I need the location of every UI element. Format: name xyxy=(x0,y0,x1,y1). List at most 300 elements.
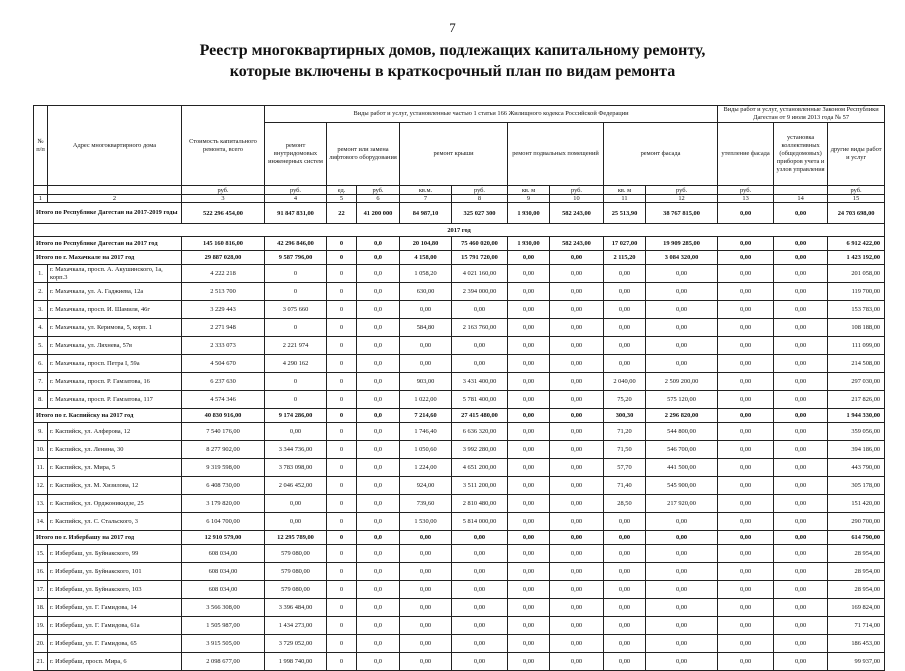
row-value-cell: 28 954,00 xyxy=(828,545,885,563)
row-value-cell: 2 509 200,00 xyxy=(646,373,718,391)
column-number-cell: 12 xyxy=(646,195,718,203)
row-value-cell: 0,00 xyxy=(774,599,828,617)
row-index: 15. xyxy=(34,545,48,563)
row-index: 6. xyxy=(34,355,48,373)
row-value-cell: 201 058,00 xyxy=(828,265,885,283)
row-value-cell: 903,00 xyxy=(400,373,452,391)
table-row xyxy=(34,653,885,671)
header-group-regional: Виды работ и услуг, установленные Законом Республики Дагестан от 9 июля 2013 года № 57 xyxy=(718,106,885,123)
row-value-cell: 0,00 xyxy=(718,337,774,355)
row-value-cell: 0,00 xyxy=(400,301,452,319)
row-index: 18. xyxy=(34,599,48,617)
row-value-cell: 0,00 xyxy=(508,545,550,563)
row-value-cell: 0,00 xyxy=(646,635,718,653)
row-value-cell: 0,00 xyxy=(774,513,828,531)
row-value-cell: 0,00 xyxy=(550,599,604,617)
column-number-cell: 7 xyxy=(400,195,452,203)
title-line-2: которые включены в краткосрочный план по видам ремонта xyxy=(229,63,676,80)
row-index: 9. xyxy=(34,423,48,441)
row-value-cell: 0,00 xyxy=(718,391,774,409)
row-value-cell: 0 xyxy=(327,237,357,251)
row-value-cell: 608 034,00 xyxy=(182,545,265,563)
row-value-cell: 0,00 xyxy=(604,599,646,617)
subtotal-row xyxy=(34,251,885,265)
row-value-cell: 119 700,00 xyxy=(828,283,885,301)
row-value-cell: 0,00 xyxy=(508,355,550,373)
row-value-cell: 0,0 xyxy=(357,459,400,477)
header-meters: установка коллективных (общедомовых) приборов учета и узлов управления xyxy=(774,123,828,186)
row-value-cell: 2 271 948 xyxy=(182,319,265,337)
row-value-cell: 0,00 xyxy=(774,251,828,265)
row-value-cell: 608 034,00 xyxy=(182,563,265,581)
row-value-cell: 0,00 xyxy=(550,409,604,423)
row-value-cell: 0,00 xyxy=(508,531,550,545)
row-index: 4. xyxy=(34,319,48,337)
row-value-cell: 4 651 200,00 xyxy=(452,459,508,477)
row-value-cell: 0 xyxy=(265,283,327,301)
subtotal-row xyxy=(34,409,885,423)
row-value-cell: 300,30 xyxy=(604,409,646,423)
row-value-cell: 12 295 789,00 xyxy=(265,531,327,545)
row-value-cell: 0,00 xyxy=(774,283,828,301)
table-row xyxy=(34,513,885,531)
row-value-cell: 0,00 xyxy=(400,545,452,563)
row-value-cell: 6 912 422,00 xyxy=(828,237,885,251)
row-value-cell: 0,00 xyxy=(604,617,646,635)
subtotal-label: Итого по Республике Дагестан на 2017 год xyxy=(34,237,182,251)
table-row xyxy=(34,581,885,599)
row-value-cell: 0,00 xyxy=(646,599,718,617)
row-value-cell: 0,00 xyxy=(550,513,604,531)
row-value-cell: 0,00 xyxy=(550,459,604,477)
row-value-cell: 0,0 xyxy=(357,355,400,373)
row-value-cell: 6 104 700,00 xyxy=(182,513,265,531)
header-address: Адрес многоквартирного дома xyxy=(48,106,182,186)
row-value-cell: 0,00 xyxy=(774,617,828,635)
row-value-cell: 0,00 xyxy=(400,635,452,653)
row-address: г. Махачкала, ул. Ляхнева, 57в xyxy=(48,337,182,355)
header-lift: ремонт или замена лифтового оборудования xyxy=(327,123,400,186)
unit-cell: руб. xyxy=(357,186,400,195)
row-value-cell: 924,00 xyxy=(400,477,452,495)
row-value-cell: 0,00 xyxy=(718,477,774,495)
row-address: г. Каспийск, ул. Алферова, 12 xyxy=(48,423,182,441)
row-address: г. Махачкала, просп. И. Шамиля, 46г xyxy=(48,301,182,319)
row-value-cell: 0,00 xyxy=(550,653,604,671)
row-value-cell: 0,0 xyxy=(357,581,400,599)
row-value-cell: 15 791 720,00 xyxy=(452,251,508,265)
row-value-cell: 0,00 xyxy=(508,599,550,617)
row-value-cell: 2 394 000,00 xyxy=(452,283,508,301)
row-index: 13. xyxy=(34,495,48,513)
row-value-cell: 0,00 xyxy=(452,545,508,563)
row-value-cell: 17 027,00 xyxy=(604,237,646,251)
table-row xyxy=(34,265,885,283)
row-value-cell: 0,00 xyxy=(718,265,774,283)
row-value-cell: 2 810 480,00 xyxy=(452,495,508,513)
row-value-cell: 4 574 346 xyxy=(182,391,265,409)
row-value-cell: 1 930,00 xyxy=(508,237,550,251)
year-row xyxy=(34,224,885,237)
row-index: 7. xyxy=(34,373,48,391)
table-row xyxy=(34,563,885,581)
grand-total-value: 325 027 300 xyxy=(452,203,508,224)
row-value-cell: 71,50 xyxy=(604,441,646,459)
row-value-cell: 0 xyxy=(265,265,327,283)
grand-total-value: 84 987,10 xyxy=(400,203,452,224)
row-value-cell: 0,00 xyxy=(604,653,646,671)
row-value-cell: 0 xyxy=(327,337,357,355)
column-number-cell: 14 xyxy=(774,195,828,203)
row-value-cell: 40 830 916,00 xyxy=(182,409,265,423)
row-value-cell: 0,00 xyxy=(718,237,774,251)
column-number-cell: 6 xyxy=(357,195,400,203)
row-value-cell: 217 826,00 xyxy=(828,391,885,409)
row-value-cell: 0,00 xyxy=(265,495,327,513)
row-value-cell: 0,00 xyxy=(718,283,774,301)
row-value-cell: 0,00 xyxy=(452,599,508,617)
column-number-cell: 8 xyxy=(452,195,508,203)
row-address: г. Махачкала, просп. Петра I, 59а xyxy=(48,355,182,373)
row-value-cell: 153 783,00 xyxy=(828,301,885,319)
row-value-cell: 9 174 286,00 xyxy=(265,409,327,423)
row-value-cell: 0,00 xyxy=(550,635,604,653)
row-value-cell: 0,00 xyxy=(604,355,646,373)
row-value-cell: 0,00 xyxy=(718,423,774,441)
row-value-cell: 4 504 670 xyxy=(182,355,265,373)
row-value-cell: 151 420,00 xyxy=(828,495,885,513)
unit-cell: кв. м xyxy=(604,186,646,195)
row-value-cell: 0,00 xyxy=(400,653,452,671)
row-value-cell: 545 900,00 xyxy=(646,477,718,495)
row-value-cell: 297 030,00 xyxy=(828,373,885,391)
row-address: г. Каспийск, ул. Ленина, 30 xyxy=(48,441,182,459)
row-value-cell: 0,00 xyxy=(774,301,828,319)
row-value-cell: 0,00 xyxy=(774,355,828,373)
unit-cell: руб. xyxy=(718,186,774,195)
row-value-cell: 0,00 xyxy=(774,265,828,283)
row-value-cell: 0,00 xyxy=(718,653,774,671)
year-label: 2017 год xyxy=(34,224,885,237)
row-value-cell: 0,00 xyxy=(604,319,646,337)
row-value-cell: 0,00 xyxy=(452,653,508,671)
row-value-cell: 1 998 740,00 xyxy=(265,653,327,671)
row-value-cell: 739,60 xyxy=(400,495,452,513)
row-value-cell: 1 944 330,00 xyxy=(828,409,885,423)
row-value-cell: 0,00 xyxy=(550,251,604,265)
row-value-cell: 0,00 xyxy=(452,617,508,635)
row-value-cell: 217 920,00 xyxy=(646,495,718,513)
header-basement: ремонт подвальных помещений xyxy=(508,123,604,186)
grand-total-value: 24 703 698,00 xyxy=(828,203,885,224)
column-number-cell: 10 xyxy=(550,195,604,203)
units-row xyxy=(34,186,885,195)
table-row xyxy=(34,355,885,373)
row-value-cell: 0,00 xyxy=(550,495,604,513)
row-value-cell: 29 887 028,00 xyxy=(182,251,265,265)
row-value-cell: 4 021 160,00 xyxy=(452,265,508,283)
row-value-cell: 0,00 xyxy=(508,459,550,477)
row-value-cell: 0 xyxy=(327,563,357,581)
row-index: 16. xyxy=(34,563,48,581)
row-value-cell: 0,00 xyxy=(508,581,550,599)
header-cost: Стоимость капитального ремонта, всего xyxy=(182,106,265,186)
row-index: 17. xyxy=(34,581,48,599)
row-address: г. Избербаш, ул. Буйнакского, 101 xyxy=(48,563,182,581)
row-value-cell: 305 178,00 xyxy=(828,477,885,495)
row-index: 20. xyxy=(34,635,48,653)
row-value-cell: 0,0 xyxy=(357,635,400,653)
row-value-cell: 630,00 xyxy=(400,283,452,301)
row-value-cell: 0,0 xyxy=(357,653,400,671)
row-value-cell: 0,00 xyxy=(550,545,604,563)
table-row xyxy=(34,391,885,409)
grand-total-value: 522 296 454,00 xyxy=(182,203,265,224)
grand-total-value: 0,00 xyxy=(718,203,774,224)
table-row xyxy=(34,283,885,301)
header-index: № п/п xyxy=(34,106,48,186)
unit-cell: кв. м xyxy=(508,186,550,195)
row-value-cell: 0,00 xyxy=(718,355,774,373)
row-value-cell: 42 296 846,00 xyxy=(265,237,327,251)
row-value-cell: 0,0 xyxy=(357,265,400,283)
row-value-cell: 0,00 xyxy=(550,337,604,355)
header-group-federal: Виды работ и услуг, установленные частью 1 статьи 166 Жилищного кодекса Российской Федерации xyxy=(265,106,718,123)
row-value-cell: 0,00 xyxy=(550,373,604,391)
page-number: 7 xyxy=(449,20,456,35)
row-value-cell: 0,00 xyxy=(718,459,774,477)
registry-table-body xyxy=(34,186,885,671)
row-value-cell: 0,00 xyxy=(508,265,550,283)
column-number-cell: 2 xyxy=(48,195,182,203)
row-value-cell: 0,0 xyxy=(357,423,400,441)
row-value-cell: 0,0 xyxy=(357,617,400,635)
row-value-cell: 0,00 xyxy=(604,265,646,283)
row-value-cell: 0,00 xyxy=(604,581,646,599)
row-address: г. Избербаш, ул. Г. Гамидова, 14 xyxy=(48,599,182,617)
row-value-cell: 4 290 162 xyxy=(265,355,327,373)
row-value-cell: 0,0 xyxy=(357,477,400,495)
row-value-cell: 359 056,00 xyxy=(828,423,885,441)
row-value-cell: 0,00 xyxy=(774,319,828,337)
row-index: 3. xyxy=(34,301,48,319)
row-value-cell: 3 084 320,00 xyxy=(646,251,718,265)
unit-cell: руб. xyxy=(265,186,327,195)
row-index: 2. xyxy=(34,283,48,301)
row-value-cell: 0,00 xyxy=(508,337,550,355)
row-value-cell: 0 xyxy=(327,283,357,301)
row-value-cell: 1 022,00 xyxy=(400,391,452,409)
row-value-cell: 0 xyxy=(327,391,357,409)
row-value-cell: 0,00 xyxy=(718,495,774,513)
row-value-cell: 0,00 xyxy=(508,409,550,423)
row-value-cell: 394 186,00 xyxy=(828,441,885,459)
row-value-cell: 0,00 xyxy=(718,545,774,563)
row-value-cell: 579 080,00 xyxy=(265,563,327,581)
row-value-cell: 111 099,00 xyxy=(828,337,885,355)
row-address: г. Избербаш, ул. Буйнакского, 103 xyxy=(48,581,182,599)
row-value-cell: 3 915 505,00 xyxy=(182,635,265,653)
row-address: г. Махачкала, ул. Керимова, 5, корп. 1 xyxy=(48,319,182,337)
row-value-cell: 0,0 xyxy=(357,513,400,531)
row-value-cell: 0,0 xyxy=(357,301,400,319)
row-value-cell: 0,00 xyxy=(265,513,327,531)
row-value-cell: 0,00 xyxy=(550,319,604,337)
row-value-cell: 0,00 xyxy=(604,283,646,301)
row-value-cell: 3 783 098,00 xyxy=(265,459,327,477)
row-value-cell: 0,00 xyxy=(550,391,604,409)
row-value-cell: 0,00 xyxy=(646,265,718,283)
row-value-cell: 0,00 xyxy=(646,653,718,671)
row-value-cell: 0,00 xyxy=(774,391,828,409)
row-value-cell: 0,00 xyxy=(508,301,550,319)
column-number-cell: 11 xyxy=(604,195,646,203)
row-value-cell: 3 396 484,00 xyxy=(265,599,327,617)
header-insulation: утепление фасада xyxy=(718,123,774,186)
row-value-cell: 0 xyxy=(327,459,357,477)
row-value-cell: 0,00 xyxy=(774,531,828,545)
title-line-1: Реестр многоквартирных домов, подлежащих капитальному ремонту, xyxy=(199,42,706,59)
row-value-cell: 0,00 xyxy=(400,599,452,617)
row-value-cell: 0,00 xyxy=(774,423,828,441)
row-value-cell: 2 221 974 xyxy=(265,337,327,355)
row-index: 10. xyxy=(34,441,48,459)
unit-cell: руб. xyxy=(646,186,718,195)
column-number-cell: 3 xyxy=(182,195,265,203)
row-index: 8. xyxy=(34,391,48,409)
row-value-cell: 3 229 443 xyxy=(182,301,265,319)
row-value-cell: 6 408 730,00 xyxy=(182,477,265,495)
row-value-cell: 0,00 xyxy=(452,563,508,581)
row-value-cell: 0,00 xyxy=(604,563,646,581)
row-value-cell: 0,00 xyxy=(646,301,718,319)
row-value-cell: 0,00 xyxy=(550,617,604,635)
row-value-cell: 3 511 200,00 xyxy=(452,477,508,495)
row-value-cell: 0,00 xyxy=(508,251,550,265)
grand-total-value: 0,00 xyxy=(774,203,828,224)
column-number-cell: 1 xyxy=(34,195,48,203)
row-value-cell: 0 xyxy=(327,373,357,391)
table-row xyxy=(34,337,885,355)
row-value-cell: 0,00 xyxy=(646,545,718,563)
unit-cell: руб. xyxy=(550,186,604,195)
header-other: другие виды работ и услуг xyxy=(828,123,885,186)
row-index: 1. xyxy=(34,265,48,283)
row-value-cell: 0,00 xyxy=(774,337,828,355)
row-value-cell: 0,00 xyxy=(718,635,774,653)
row-value-cell: 0,00 xyxy=(604,531,646,545)
table-row xyxy=(34,441,885,459)
row-value-cell: 0,00 xyxy=(604,301,646,319)
subtotal-label: Итого по г. Избербашу на 2017 год xyxy=(34,531,182,545)
row-value-cell: 0,00 xyxy=(718,599,774,617)
row-value-cell: 1 224,00 xyxy=(400,459,452,477)
row-value-cell: 19 909 285,00 xyxy=(646,237,718,251)
subtotal-label: Итого по г. Каспийску на 2017 год xyxy=(34,409,182,423)
column-numbers-row xyxy=(34,195,885,203)
row-address: г. Махачкала, просп. Р. Гамзатова, 117 xyxy=(48,391,182,409)
row-value-cell: 0 xyxy=(265,373,327,391)
column-number-cell: 9 xyxy=(508,195,550,203)
row-value-cell: 0,00 xyxy=(646,563,718,581)
row-value-cell: 0,00 xyxy=(400,355,452,373)
row-value-cell: 0,00 xyxy=(400,581,452,599)
row-value-cell: 0,00 xyxy=(508,495,550,513)
row-value-cell: 0,00 xyxy=(550,531,604,545)
row-value-cell: 0,00 xyxy=(604,513,646,531)
row-value-cell: 0,00 xyxy=(604,545,646,563)
row-value-cell: 0,00 xyxy=(452,531,508,545)
row-value-cell: 0,00 xyxy=(400,337,452,355)
table-row xyxy=(34,617,885,635)
row-index: 21. xyxy=(34,653,48,671)
row-value-cell: 3 179 820,00 xyxy=(182,495,265,513)
row-value-cell: 0,00 xyxy=(508,513,550,531)
table-row xyxy=(34,319,885,337)
row-index: 14. xyxy=(34,513,48,531)
subtotal-label: Итого по г. Махачкале на 2017 год xyxy=(34,251,182,265)
row-value-cell: 1 434 273,00 xyxy=(265,617,327,635)
column-number-cell: 13 xyxy=(718,195,774,203)
row-value-cell: 0 xyxy=(327,545,357,563)
row-value-cell: 0,00 xyxy=(718,251,774,265)
row-address: г. Каспийск, ул. Орджоникидзе, 25 xyxy=(48,495,182,513)
row-address: г. Махачкала, просп. Р. Гамзатова, 16 xyxy=(48,373,182,391)
row-value-cell: 0,00 xyxy=(774,477,828,495)
row-value-cell: 0,00 xyxy=(718,441,774,459)
row-value-cell: 0,00 xyxy=(774,409,828,423)
subtotal-row xyxy=(34,531,885,545)
row-value-cell: 1 058,20 xyxy=(400,265,452,283)
table-row xyxy=(34,599,885,617)
row-index: 19. xyxy=(34,617,48,635)
row-value-cell: 3 566 308,00 xyxy=(182,599,265,617)
grand-total-row xyxy=(34,203,885,224)
row-value-cell: 0,0 xyxy=(357,409,400,423)
row-value-cell: 0,0 xyxy=(357,545,400,563)
header-internal-systems: ремонт внутридомовых инженерных систем xyxy=(265,123,327,186)
row-value-cell: 1 530,00 xyxy=(400,513,452,531)
row-value-cell: 0,00 xyxy=(508,283,550,301)
row-value-cell: 0,00 xyxy=(646,581,718,599)
row-value-cell: 2 046 452,00 xyxy=(265,477,327,495)
row-value-cell: 0,00 xyxy=(774,545,828,563)
row-value-cell: 0,0 xyxy=(357,391,400,409)
row-value-cell: 0 xyxy=(327,653,357,671)
row-value-cell: 0 xyxy=(327,441,357,459)
row-value-cell: 0,00 xyxy=(508,423,550,441)
row-value-cell: 99 937,00 xyxy=(828,653,885,671)
row-value-cell: 0,0 xyxy=(357,599,400,617)
row-value-cell: 0 xyxy=(327,355,357,373)
row-value-cell: 169 824,00 xyxy=(828,599,885,617)
row-value-cell: 2 115,20 xyxy=(604,251,646,265)
row-value-cell: 2 333 073 xyxy=(182,337,265,355)
row-value-cell: 0 xyxy=(327,617,357,635)
row-value-cell: 0,00 xyxy=(508,635,550,653)
row-value-cell: 7 540 176,00 xyxy=(182,423,265,441)
row-value-cell: 0,00 xyxy=(550,441,604,459)
table-row xyxy=(34,459,885,477)
unit-cell: ед. xyxy=(327,186,357,195)
row-value-cell: 0 xyxy=(327,513,357,531)
row-value-cell: 75,20 xyxy=(604,391,646,409)
document-title xyxy=(0,40,905,82)
row-value-cell: 75 460 020,00 xyxy=(452,237,508,251)
row-value-cell: 582 243,00 xyxy=(550,237,604,251)
row-value-cell: 0,00 xyxy=(646,617,718,635)
row-value-cell: 2 098 677,00 xyxy=(182,653,265,671)
